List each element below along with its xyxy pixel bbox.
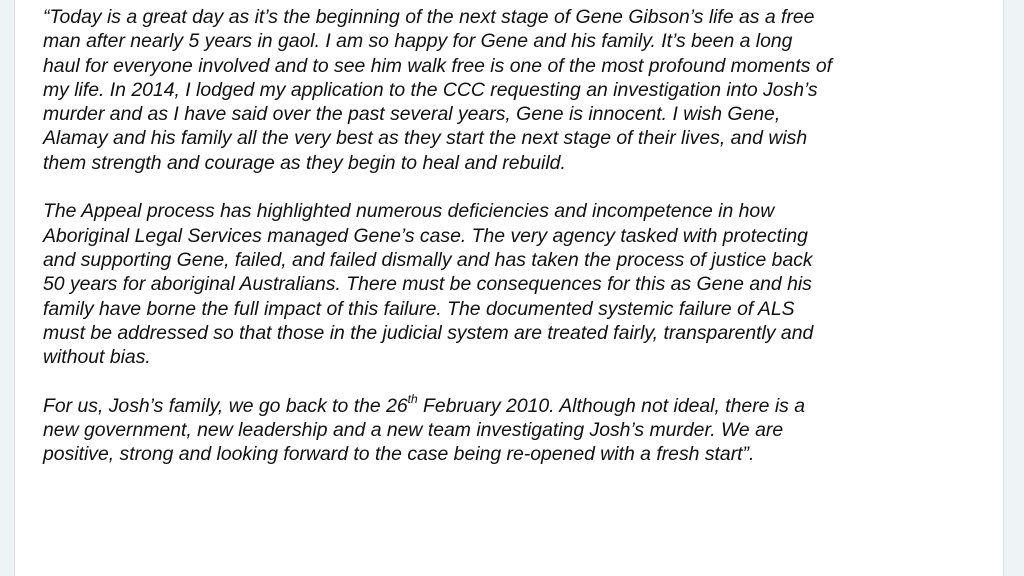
paragraph-gap [43, 175, 993, 199]
ordinal-superscript: th [407, 392, 418, 407]
text-segment: February 2010. Although not ideal, there is a [417, 394, 806, 417]
statement-text [43, 5, 993, 467]
text-line [43, 394, 993, 418]
text-line: 50 years for aboriginal Australians. There must be consequences for this as Gene and his [43, 273, 812, 296]
text-line: haul for everyone involved and to see him walk free is one of the most profound moments of [43, 54, 832, 77]
text-line: them strength and courage as they begin to heal and rebuild. [43, 151, 566, 174]
text-line: without bias. [43, 346, 151, 369]
text-line: murder and as I have said over the past several years, Gene is innocent. I wish Gene, [43, 103, 781, 126]
text-line: family have borne the full impact of this failure. The documented systemic failure of ALS [43, 297, 795, 320]
text-segment: For us, Josh’s family, we go back to the 26 [43, 394, 408, 417]
text-line: my life. In 2014, I lodged my application to the CCC requesting an investigation into Josh’s [43, 78, 818, 101]
paragraph-2 [43, 199, 993, 369]
paragraph-gap [43, 369, 993, 393]
text-line: new government, new leadership and a new team investigating Josh’s murder. We are [43, 419, 784, 442]
text-line: Aboriginal Legal Services managed Gene’s case. The very agency tasked with protecting [43, 224, 808, 247]
paragraph-1 [43, 5, 993, 175]
text-line: Alamay and his family all the very best as they start the next stage of their lives, and wish [43, 127, 808, 150]
paragraph-3 [43, 394, 993, 467]
text-line: must be addressed so that those in the judicial system are treated fairly, transparently and [43, 321, 814, 344]
text-line: positive, strong and looking forward to the case being re-opened with a fresh start”. [43, 443, 755, 466]
text-line: The Appeal process has highlighted numerous deficiencies and incompetence in how [43, 200, 775, 223]
text-line: and supporting Gene, failed, and failed dismally and has taken the process of justice back [43, 248, 813, 271]
text-line: “Today is a great day as it’s the beginning of the next stage of Gene Gibson’s life as a free [43, 6, 815, 28]
document-page [14, 0, 1004, 576]
text-line: man after nearly 5 years in gaol. I am so happy for Gene and his family. It’s been a long [43, 30, 793, 53]
